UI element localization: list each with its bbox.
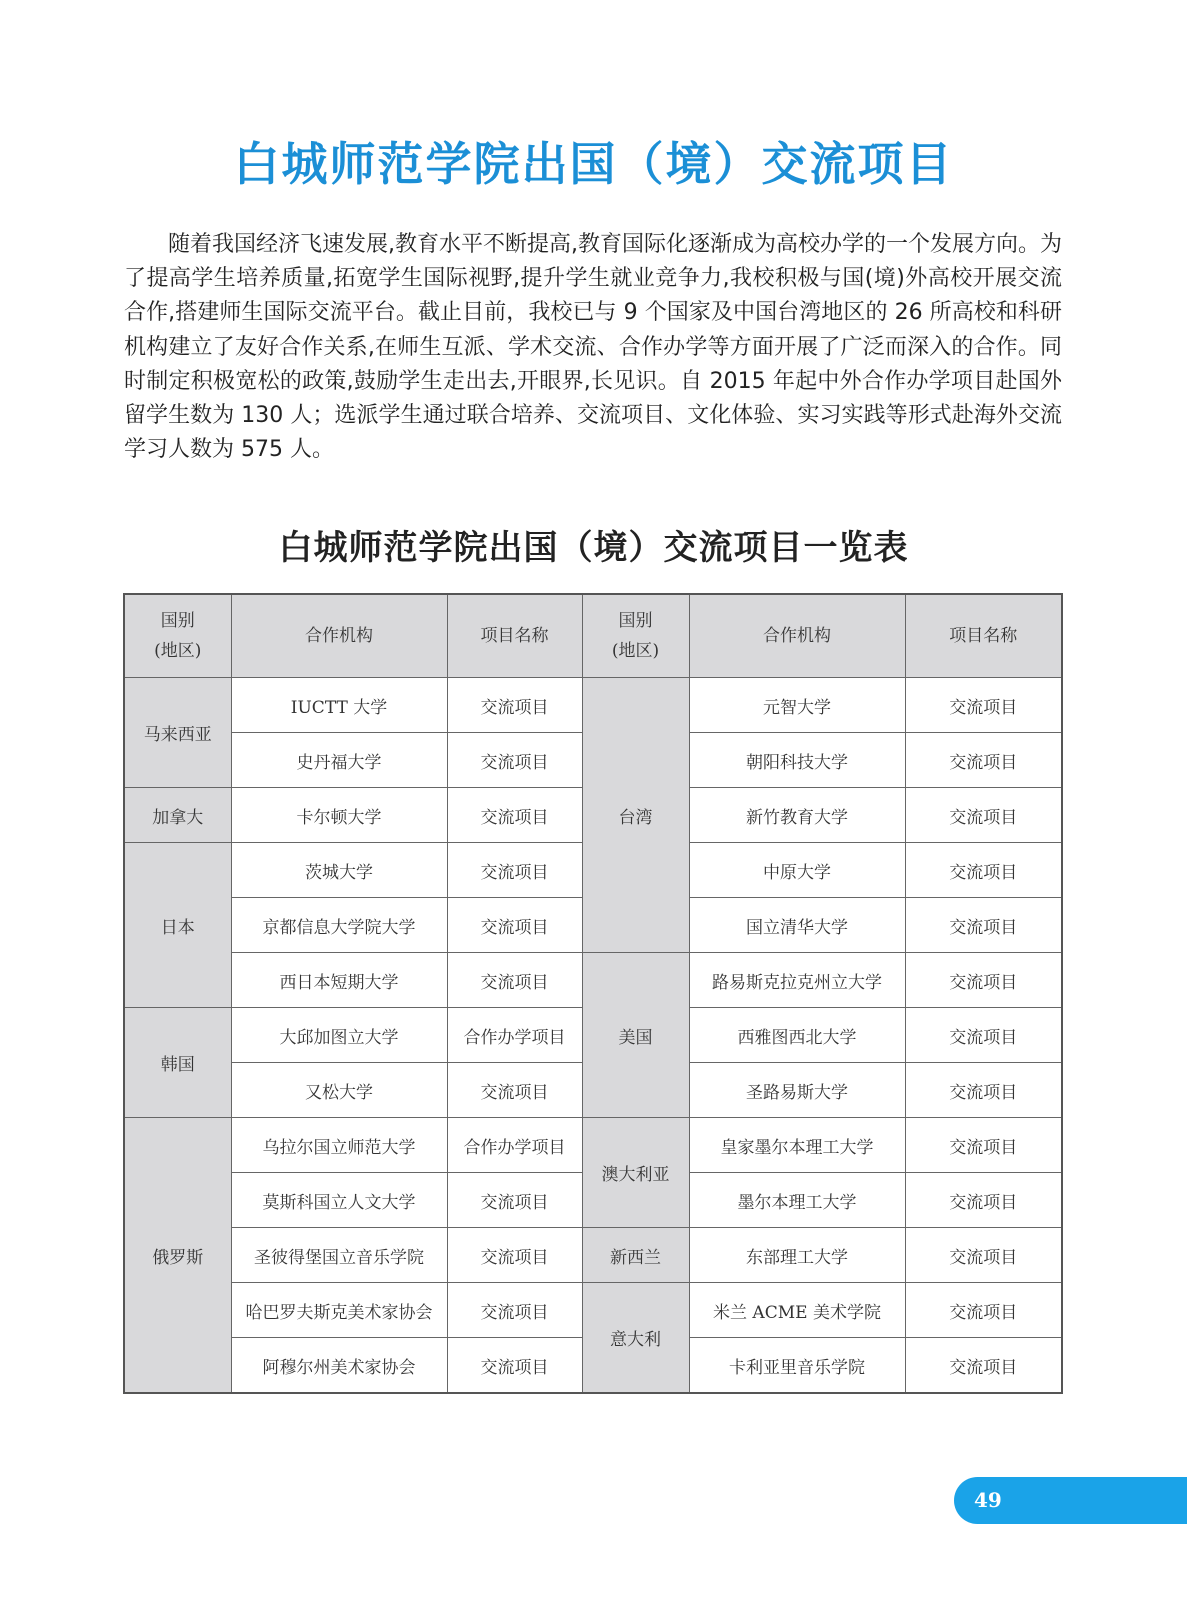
region-cell: 韩国: [124, 1008, 231, 1118]
project-cell: 交流项目: [905, 898, 1062, 953]
project-cell: 合作办学项目: [447, 1008, 582, 1063]
institution-cell: 京都信息大学院大学: [231, 898, 447, 953]
project-cell: 交流项目: [447, 843, 582, 898]
project-cell: 交流项目: [905, 953, 1062, 1008]
project-cell: 交流项目: [905, 788, 1062, 843]
institution-cell: 圣路易斯大学: [689, 1063, 905, 1118]
region-cell: 日本: [124, 843, 231, 1008]
project-cell: 交流项目: [447, 788, 582, 843]
institution-cell: 西雅图西北大学: [689, 1008, 905, 1063]
header-region-line2: (地区): [154, 641, 202, 661]
page-number: 49: [974, 1488, 1002, 1512]
region-cell: 澳大利亚: [582, 1118, 689, 1228]
table-row: [124, 1283, 1062, 1338]
institution-cell: 墨尔本理工大学: [689, 1173, 905, 1228]
intro-paragraph: 随着我国经济飞速发展,教育水平不断提高,教育国际化逐渐成为高校办学的一个发展方向。为了提高学生培养质量,拓宽学生国际视野,提升学生就业竞争力,我校积极与国(境)外高校开展交流合作,搭建师生国际交流平台。截止目前，我校已与 9 个国家及中国台湾地区的 26 所高校和科研机构建立了友好合作关系,在师生互派、学术交流、合作办学等方面开展了广泛而深入的合作。同时制定积极宽松的政策,鼓励学生走出去,开眼界,长见识。自 2015 年起中外合作办学项目赴国外留学生数为 130 人；选派学生通过联合培养、交流项目、文化体验、实习实践等形式赴海外交流学习人数为 575 人。: [124, 232, 1062, 463]
project-cell: 交流项目: [905, 1063, 1062, 1118]
project-cell: 交流项目: [905, 1283, 1062, 1338]
project-cell: 交流项目: [447, 733, 582, 788]
project-cell: 交流项目: [447, 678, 582, 733]
institution-cell: 史丹福大学: [231, 733, 447, 788]
institution-cell: 东部理工大学: [689, 1228, 905, 1283]
header-region-left: [124, 594, 231, 678]
institution-cell: 哈巴罗夫斯克美术家协会: [231, 1283, 447, 1338]
exchange-program-table: [123, 593, 1063, 1394]
institution-cell: 米兰 ACME 美术学院: [689, 1283, 905, 1338]
region-cell: 马来西亚: [124, 678, 231, 788]
header-region-right: [582, 594, 689, 678]
project-cell: 交流项目: [905, 1118, 1062, 1173]
header-region-line1: 国别: [618, 611, 653, 631]
region-cell: 意大利: [582, 1283, 689, 1394]
header-project-left: 项目名称: [447, 594, 582, 678]
institution-cell: 国立清华大学: [689, 898, 905, 953]
table-header-row: [124, 594, 1062, 678]
table-row: [124, 678, 1062, 733]
institution-cell: 皇家墨尔本理工大学: [689, 1118, 905, 1173]
institution-cell: 朝阳科技大学: [689, 733, 905, 788]
project-cell: 交流项目: [447, 1173, 582, 1228]
table-row: [124, 1228, 1062, 1283]
project-cell: 合作办学项目: [447, 1118, 582, 1173]
institution-cell: 乌拉尔国立师范大学: [231, 1118, 447, 1173]
header-institution-right: 合作机构: [689, 594, 905, 678]
project-cell: 交流项目: [905, 1338, 1062, 1394]
project-cell: 交流项目: [905, 1008, 1062, 1063]
page-number-tab: [954, 1477, 1187, 1524]
institution-cell: 大邱加图立大学: [231, 1008, 447, 1063]
region-cell: 新西兰: [582, 1228, 689, 1283]
project-cell: 交流项目: [447, 898, 582, 953]
project-cell: 交流项目: [447, 1228, 582, 1283]
project-cell: 交流项目: [447, 1063, 582, 1118]
header-institution-left: 合作机构: [231, 594, 447, 678]
project-cell: 交流项目: [447, 953, 582, 1008]
institution-cell: 又松大学: [231, 1063, 447, 1118]
project-cell: 交流项目: [905, 1173, 1062, 1228]
institution-cell: 卡利亚里音乐学院: [689, 1338, 905, 1394]
region-cell: 台湾: [582, 678, 689, 953]
project-cell: 交流项目: [905, 678, 1062, 733]
region-cell: 俄罗斯: [124, 1118, 231, 1394]
institution-cell: 西日本短期大学: [231, 953, 447, 1008]
project-cell: 交流项目: [905, 843, 1062, 898]
institution-cell: 中原大学: [689, 843, 905, 898]
header-region-line1: 国别: [160, 611, 195, 631]
region-cell: 加拿大: [124, 788, 231, 843]
header-project-right: 项目名称: [905, 594, 1062, 678]
institution-cell: 新竹教育大学: [689, 788, 905, 843]
project-cell: 交流项目: [905, 1228, 1062, 1283]
institution-cell: IUCTT 大学: [231, 678, 447, 733]
project-cell: 交流项目: [905, 733, 1062, 788]
table-row: [124, 1118, 1062, 1173]
table-title: 白城师范学院出国（境）交流项目一览表: [278, 528, 909, 568]
institution-cell: 茨城大学: [231, 843, 447, 898]
project-cell: 交流项目: [447, 1283, 582, 1338]
institution-cell: 路易斯克拉克州立大学: [689, 953, 905, 1008]
institution-cell: 阿穆尔州美术家协会: [231, 1338, 447, 1394]
institution-cell: 莫斯科国立人文大学: [231, 1173, 447, 1228]
project-cell: 交流项目: [447, 1338, 582, 1394]
institution-cell: 卡尔顿大学: [231, 788, 447, 843]
institution-cell: 圣彼得堡国立音乐学院: [231, 1228, 447, 1283]
table-row: [124, 953, 1062, 1008]
institution-cell: 元智大学: [689, 678, 905, 733]
header-region-line2: (地区): [611, 641, 660, 661]
region-cell: 美国: [582, 953, 689, 1118]
page-title: 白城师范学院出国（境）交流项目: [233, 137, 954, 191]
